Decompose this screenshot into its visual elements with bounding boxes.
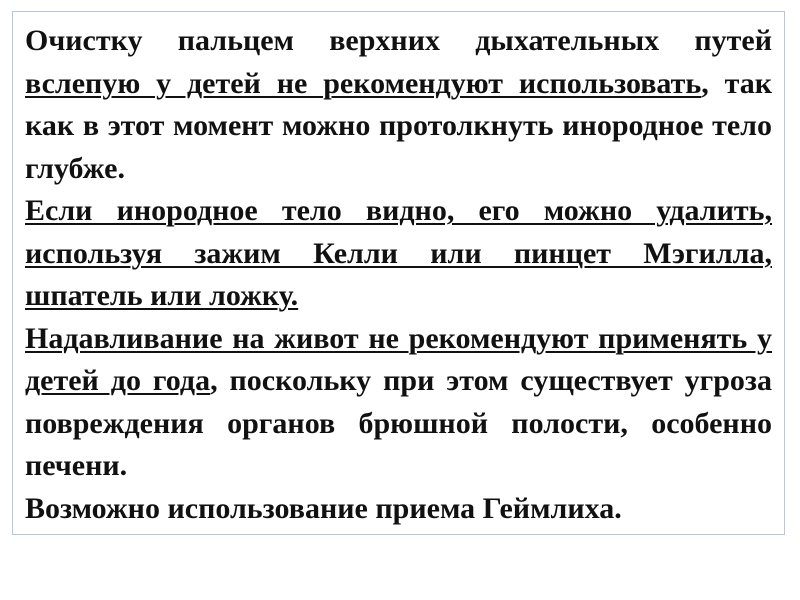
underlined-text-segment: Если инородное тело видно, его можно удалить, используя зажим Келли или пинцет Мэгилла, шпатель или ложку.: [25, 194, 772, 312]
text-segment: Возможно использование приема Геймлиха.: [25, 491, 622, 525]
paragraph-finger-sweep: [25, 20, 772, 190]
paragraph-abdominal-thrust: [25, 318, 772, 488]
paragraph-heimlich: [25, 488, 772, 531]
underlined-text-segment: вслепую у детей не рекомендуют использовать: [25, 66, 702, 100]
text-segment: , так как в этот момент можно протолкнуть инородное тело глубже.: [25, 66, 773, 185]
paragraph-visible-object: [25, 190, 772, 318]
text-segment: Очистку пальцем верхних дыхательных путей: [25, 24, 772, 57]
underlined-text-segment: Надавливание на живот не рекомендуют применять у детей до года: [25, 321, 772, 397]
text-segment: , поскольку при этом существует угроза повреждения органов брюшной полости, особенно печени.: [25, 364, 772, 482]
text-box: [12, 11, 785, 535]
